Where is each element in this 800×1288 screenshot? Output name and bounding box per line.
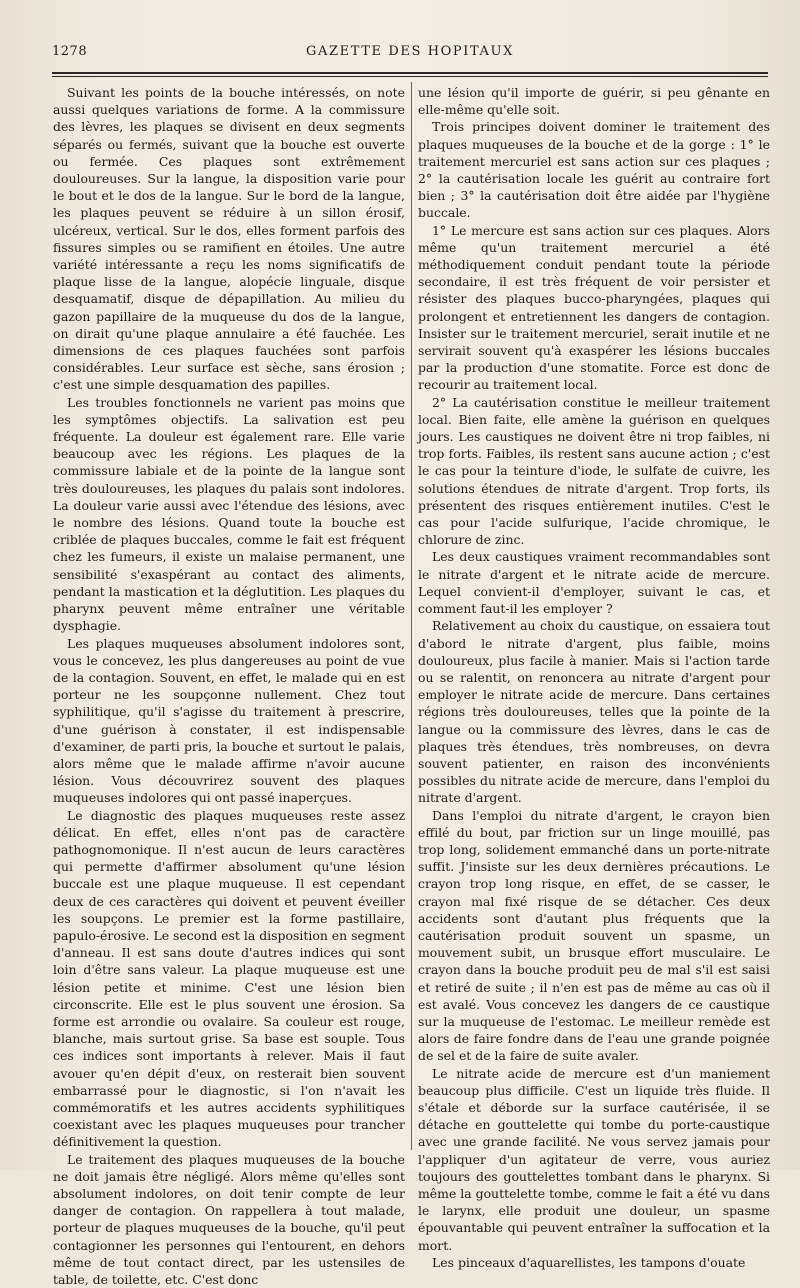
paragraph: Relativement au choix du caustique, on essaiera tout d'abord le nitrate d'argent, plus faible, moins douloureux, plus facile à manier. Mais si l'action tarde ou se ralentit, on renoncera au nitrate d'argent pour employer le nitrate acide de mercure. Dans certaines régions très douloureuses, telles que la pointe de la langue ou la commissure des lèvres, dans le cas de plaques très étendues, très nombreuses, on devra souvent patienter, en raison des inconvénients possibles du nitrate acide de mercure, dans l'emploi du nitrate d'argent. <box>418 618 770 806</box>
paragraph: Le traitement des plaques muqueuses de la bouche ne doit jamais être négligé. Alors même qu'elles sont absolument indolores, on doit tenir compte de leur danger de contagion. On rappellera à tout malade, porteur de plaques muqueuses de la bouche, qu'il peut contagionner les personnes qui l'entourent, en dehors même de tout contact direct, par les ustensiles de table, de toilette, etc. C'est donc <box>53 1151 405 1288</box>
right-column <box>418 84 770 1270</box>
paragraph: Suivant les points de la bouche intéressés, on note aussi quelques variations de forme. A la commissure des lèvres, les plaques se divisent en deux segments séparés ou fermés, suivant que la bouche est ouverte ou fermée. Ces plaques sont extrêmement douloureuses. Sur la langue, la disposition varie pour le bout et le dos de la langue. Sur le bord de la langue, les plaques peuvent se réduire à un sillon érosif, ulcéreux, vertical. Sur le dos, elles forment parfois des fissures simples ou se ramifient en étoiles. Une autre variété intéressante a reçu les noms significatifs de plaque lisse de la langue, alopécie linguale, disque desquamatif, disque de dépapillation. Au milieu du gazon papillaire de la muqueuse du dos de la langue, on dirait qu'une plaque annulaire a été fauchée. Les dimensions de ces plaques fauchées sont parfois considérables. Leur surface est sèche, sans érosion ; c'est une simple desquamation des papilles. <box>53 85 405 393</box>
paragraph: Les plaques muqueuses absolument indolores sont, vous le concevez, les plus dangereuses au point de vue de la contagion. Souvent, en effet, le malade qui en est porteur ne les soupçonne nullement. Chez tout syphilitique, qu'il s'agisse du traitement à prescrire, d'une guérison à constater, il est indispensable d'examiner, de parti pris, la bouche et surtout le palais, alors même que le malade affirme n'avoir aucune lésion. Vous découvrirez souvent des plaques muqueuses indolores qui ont passé inaperçues. <box>53 635 405 806</box>
page-header <box>52 42 768 64</box>
paragraph: Les deux caustiques vraiment recommandables sont le nitrate d'argent et le nitrate acide de mercure. Lequel convient-il d'employer, suivant le cas, et comment faut-il les employer ? <box>418 549 770 617</box>
paragraph: 1° Le mercure est sans action sur ces plaques. Alors même qu'un traitement mercuriel a été méthodiquement conduit pendant toute la période secondaire, il est très fréquent de voir persister et résister des plaques bucco-pharyngées, plaques qui prolongent et entretiennent les dangers de contagion. Insister sur le traitement mercuriel, serait inutile et ne servirait souvent qu'à exaspérer les lésions buccales par la production d'une stomatite. Force est donc de recourir au traitement local. <box>418 222 770 393</box>
paragraph: Dans l'emploi du nitrate d'argent, le crayon bien effilé du bout, par friction sur un linge mouillé, pas trop long, solidement emmanché dans un porte-nitrate suffit. J'insiste sur les deux dernières précautions. Le crayon trop long risque, en effet, de se casser, le crayon mal fixé risque de se détacher. Ces deux accidents sont d'autant plus fréquents que la cautérisation produit souvent un spasme, un mouvement subit, un brusque effort musculaire. Le crayon dans la bouche produit peu de mal s'il est saisi et retiré de suite ; il n'en est pas de même au cas où il est avalé. Vous concevez les dangers de ce caustique sur la muqueuse de l'estomac. Le meilleur remède est alors de faire fondre dans de l'eau une grande poignée de sel et de la faire de suite avaler. <box>418 807 770 1064</box>
paragraph: Le diagnostic des plaques muqueuses reste assez délicat. En effet, elles n'ont pas de caractère pathognomonique. Il n'est aucun de leurs caractères qui permette d'affirmer absolument qu'une lésion buccale est une plaque muqueuse. Il est cependant deux de ces caractères qui doivent et peuvent éveiller les soupçons. Le premier est la forme pastillaire, papulo-érosive. Le second est la disposition en segment d'anneau. Il est sans doute d'autres indices qui sont loin d'être sans valeur. La plaque muqueuse est une lésion petite et minime. C'est une lésion bien circonscrite. Elle est le plus souvent une érosion. Sa forme est arrondie ou ovalaire. Sa couleur est rouge, blanche, mais surtout grise. Sa base est souple. Tous ces indices sont importants à relever. Mais il faut avouer qu'en dépit d'eux, on resterait bien souvent embarrassé pour le diagnostic, si l'on n'avait les commémoratifs et les autres accidents syphilitiques coexistant avec les plaques muqueuses pour trancher définitivement la question. <box>53 807 405 1150</box>
paragraph: Trois principes doivent dominer le traitement des plaques muqueuses de la bouche et de la gorge : 1° le traitement mercuriel est sans action sur ces plaques ; 2° la cautérisation locale les guérit au contraire fort bien ; 3° la cautérisation doit être aidée par l'hygiène buccale. <box>418 119 770 221</box>
paragraph: Le nitrate acide de mercure est d'un maniement beaucoup plus difficile. C'est un liquide très fluide. Il s'étale et déborde sur la surface cautérisée, il se détache en gouttelette qui tombe du porte-caustique avec une grande facilité. Ne vous servez jamais pour l'appliquer d'un agitateur de verre, vous auriez toujours des gouttelettes tombant dans le pharynx. Si même la gouttelette tombe, comme le fait a été vu dans le larynx, elle produit une douleur, un spasme épouvantable qui peuvent entraîner la suffocation et la mort. <box>418 1065 770 1253</box>
left-column <box>53 84 405 1288</box>
paragraph: Les pinceaux d'aquarellistes, les tampons d'ouate <box>432 1254 746 1270</box>
header-rule <box>52 72 768 74</box>
paragraph: une lésion qu'il importe de guérir, si peu gênante en elle-même qu'elle soit. <box>418 85 770 118</box>
paragraph: Les troubles fonctionnels ne varient pas moins que les symptômes objectifs. La salivation est peu fréquente. La douleur est également rare. Elle varie beaucoup avec les régions. Les plaques de la commissure labiale et de la pointe de la langue sont très douloureuses, les plaques du palais sont indolores. La douleur varie aussi avec l'étendue des lésions, avec le nombre des lésions. Quand toute la bouche est criblée de plaques buccales, comme le fait est fréquent chez les fumeurs, il existe un malaise permanent, une sensibilité s'exaspérant au contact des aliments, pendant la mastication et la déglutition. Les plaques du pharynx peuvent même entraîner une véritable dysphagie. <box>53 394 405 634</box>
running-title: GAZETTE DES HOPITAUX <box>306 44 514 59</box>
column-divider <box>411 82 412 1150</box>
page-number: 1278 <box>52 44 88 59</box>
header-rule-thin <box>52 76 768 77</box>
paragraph: 2° La cautérisation constitue le meilleur traitement local. Bien faite, elle amène la guérison en quelques jours. Les caustiques ne doivent être ni trop faibles, ni trop forts. Faibles, ils restent sans aucune action ; c'est le cas pour la teinture d'iode, le sulfate de cuivre, les solutions étendues de nitrate d'argent. Trop forts, ils présentent des risques entièrement inutiles. C'est le cas pour l'acide sulfurique, l'acide chromique, le chlorure de zinc. <box>418 394 770 548</box>
